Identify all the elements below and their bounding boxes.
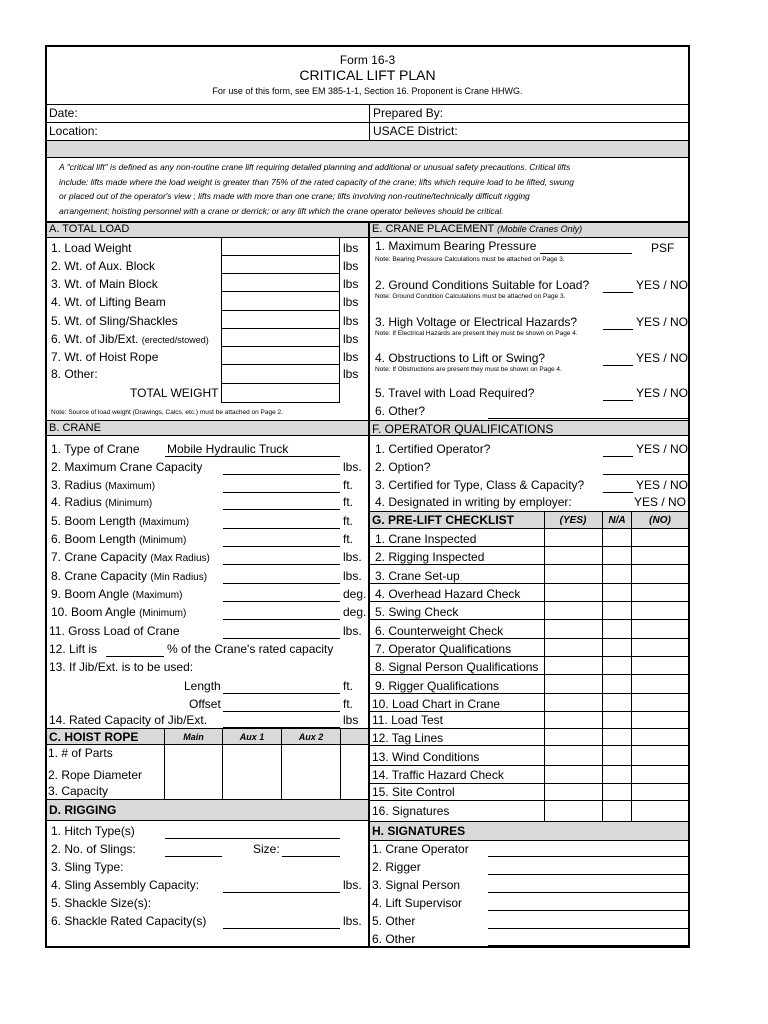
unit-lbs: lbs. — [343, 878, 362, 892]
checklist-item-2: 2. Rigging Inspected — [375, 550, 485, 564]
crane-item-3: 3. Radius (Maximum) — [51, 478, 156, 492]
checklist-item-8: 8. Signal Person Qualifications — [375, 660, 539, 674]
crane-item-5: 5. Boom Length (Maximum) — [51, 514, 190, 528]
load-item-6: 6. Wt. of Jib/Ext. (erected/stowed) — [51, 332, 209, 346]
checklist-item-1: 1. Crane Inspected — [375, 532, 477, 546]
hoist-rope-title: C. HOIST ROPE — [49, 730, 139, 744]
hoist-row-1: 1. # of Parts — [48, 746, 113, 760]
date-label: Date: — [49, 106, 78, 120]
unit-lbs: lbs — [343, 713, 359, 727]
checklist-item-4: 4. Overhead Hazard Check — [375, 587, 521, 601]
operator-item-1: 1. Certified Operator? — [375, 442, 491, 456]
placement-note-4: Note: If Obstructions are present they must be shown on Page 4. — [375, 366, 562, 373]
checklist-item-3: 3. Crane Set-up — [375, 569, 460, 583]
form-title: CRITICAL LIFT PLAN — [299, 67, 436, 83]
col-main: Main — [183, 732, 204, 742]
crane-item-4: 4. Radius (Minimum) — [51, 495, 153, 509]
crane-item-6: 6. Boom Length (Minimum) — [51, 532, 187, 546]
signature-1: 1. Crane Operator — [372, 842, 469, 856]
crane-item-12b: % of the Crane's rated capacity — [167, 642, 334, 656]
crane-item-14: 14. Rated Capacity of Jib/Ext. — [49, 713, 208, 727]
unit-lbs: lbs. — [343, 460, 362, 474]
col-aux1: Aux 1 — [239, 732, 265, 742]
unit-lbs: lbs — [343, 259, 359, 273]
unit-ft: ft. — [343, 514, 354, 528]
unit-lbs: lbs. — [343, 914, 362, 928]
rigging-item-2: 2. No. of Slings: — [51, 842, 136, 856]
rigging-title: D. RIGGING — [49, 803, 117, 817]
load-item-2: 2. Wt. of Aux. Block — [51, 259, 156, 273]
unit-lbs: lbs — [343, 332, 359, 346]
unit-ft: ft. — [343, 478, 354, 492]
rigging-item-4: 4. Sling Assembly Capacity: — [51, 878, 200, 892]
placement-item-2: 2. Ground Conditions Suitable for Load? — [375, 278, 590, 292]
unit-lbs: lbs — [343, 367, 359, 381]
placement-item-5: 5. Travel with Load Required? — [375, 386, 535, 400]
crane-placement-title: E. CRANE PLACEMENT (Mobile Cranes Only) — [372, 223, 583, 235]
unit-lbs: lbs. — [343, 569, 362, 583]
unit-deg: deg. — [343, 587, 367, 601]
placement-note-2: Note: Ground Condition Calculations must be attached on Page 3. — [375, 293, 566, 300]
placement-item-6: 6. Other? — [375, 404, 426, 418]
crane-item-9: 9. Boom Angle (Maximum) — [51, 587, 183, 601]
unit-lbs: lbs — [343, 350, 359, 364]
load-item-3: 3. Wt. of Main Block — [51, 277, 158, 291]
unit-lbs: lbs. — [343, 624, 362, 638]
checklist-item-16: 16. Signatures — [372, 804, 450, 818]
checklist-item-6: 6. Counterweight Check — [375, 624, 504, 638]
load-item-4: 4. Wt. of Lifting Beam — [51, 295, 166, 309]
placement-item-1: 1. Maximum Bearing Pressure — [375, 239, 537, 253]
col-aux2: Aux 2 — [298, 732, 324, 742]
crane-type-label: 1. Type of Crane — [51, 442, 140, 456]
jib-length-label: Length — [184, 679, 221, 693]
signature-2: 2. Rigger — [372, 860, 421, 874]
operator-item-3: 3. Certified for Type, Class & Capacity? — [375, 478, 585, 492]
signature-3: 3. Signal Person — [372, 878, 461, 892]
checklist-item-13: 13. Wind Conditions — [372, 750, 480, 764]
unit-ft: ft. — [343, 495, 354, 509]
operator-item-4: 4. Designated in writing by employer: — [375, 495, 572, 509]
unit-lbs: lbs — [343, 241, 359, 255]
crane-item-13: 13. If Jib/Ext. is to be used: — [49, 660, 194, 674]
load-item-8: 8. Other: — [51, 367, 98, 381]
critical-lift-form — [45, 45, 690, 948]
placement-item-4: 4. Obstructions to Lift or Swing? — [375, 351, 546, 365]
yes-no[interactable]: YES / NO — [636, 478, 689, 492]
unit-lbs: lbs — [343, 277, 359, 291]
checklist-item-11: 11. Load Test — [372, 713, 443, 727]
crane-item-12a: 12. Lift is — [49, 642, 98, 656]
col-yes: (YES) — [559, 515, 587, 526]
checklist-item-5: 5. Swing Check — [375, 605, 459, 619]
prepared-by-label: Prepared By: — [373, 106, 444, 120]
checklist-item-7: 7. Operator Qualifications — [375, 642, 512, 656]
unit-ft: ft. — [343, 679, 354, 693]
critical-lift-definition: A "critical lift" is defined as any non-routine crane lift requiring detailed planning and additional or unusual safety precautions. Critical lifts include: lifts made where the load weight is greater than 75% of the rated capacity of the crane; lifts which require load to be lifted, swung or placed out of the operator's view ; lifts made with more than one crane; lifts involving non-routine/technically difficult rigging arrangement; hoisting personnel with a crane or derrick; or any lift which the crane operator believes should be critical. — [59, 162, 575, 216]
crane-item-10: 10. Boom Angle (Minimum) — [51, 605, 187, 619]
rigging-item-6: 6. Shackle Rated Capacity(s) — [51, 914, 207, 928]
placement-note-3: Note: If Electrical Hazards are present they must be shown on Page 4. — [375, 330, 578, 337]
yes-no[interactable]: YES / NO — [636, 351, 689, 365]
unit-ft: ft. — [343, 697, 354, 711]
load-source-note: Note: Source of load weight (Drawings, Calcs, etc.) must be attached on Page 2. — [51, 409, 283, 416]
rigging-item-5: 5. Shackle Size(s): — [51, 896, 152, 910]
yes-no[interactable]: YES / NO — [636, 315, 689, 329]
total-weight-label: TOTAL WEIGHT — [130, 386, 219, 400]
sling-size-label: Size: — [253, 842, 280, 856]
checklist-title: G. PRE-LIFT CHECKLIST — [372, 513, 514, 527]
yes-no[interactable]: YES / NO — [634, 495, 687, 509]
signature-6: 6. Other — [372, 932, 416, 946]
yes-no[interactable]: YES / NO — [636, 386, 689, 400]
district-label: USACE District: — [373, 124, 458, 138]
unit-lbs: lbs — [343, 314, 359, 328]
crane-type-value[interactable]: Mobile Hydraulic Truck — [167, 442, 289, 456]
psf-unit: PSF — [651, 241, 675, 255]
crane-item-7: 7. Crane Capacity (Max Radius) — [51, 550, 210, 564]
load-item-7: 7. Wt. of Hoist Rope — [51, 350, 159, 364]
location-label: Location: — [49, 124, 98, 138]
col-no: (NO) — [649, 515, 671, 526]
crane-item-2: 2. Maximum Crane Capacity — [51, 460, 203, 474]
load-item-1: 1. Load Weight — [51, 241, 132, 255]
unit-deg: deg. — [343, 605, 367, 619]
signature-4: 4. Lift Supervisor — [372, 896, 463, 910]
unit-lbs: lbs — [343, 295, 359, 309]
checklist-item-14: 14. Traffic Hazard Check — [372, 768, 504, 782]
operator-item-2: 2. Option? — [375, 460, 431, 474]
grey-band — [47, 141, 688, 157]
crane-item-11: 11. Gross Load of Crane — [49, 624, 180, 638]
placement-note-1: Note: Bearing Pressure Calculations must be attached on Page 3. — [375, 256, 565, 263]
rigging-item-3: 3. Sling Type: — [51, 860, 124, 874]
crane-item-8: 8. Crane Capacity (Min Radius) — [51, 569, 208, 583]
checklist-item-15: 15. Site Control — [372, 785, 455, 799]
checklist-item-9: 9. Rigger Qualifications — [375, 679, 500, 693]
jib-offset-label: Offset — [189, 697, 221, 711]
load-weight-inputs[interactable] — [221, 237, 340, 403]
checklist-item-10: 10. Load Chart in Crane — [372, 697, 501, 711]
signatures-title: H. SIGNATURES — [372, 824, 466, 838]
unit-ft: ft. — [343, 532, 354, 546]
yes-no[interactable]: YES / NO — [636, 278, 689, 292]
placement-item-3: 3. High Voltage or Electrical Hazards? — [375, 315, 578, 329]
hoist-row-2: 2. Rope Diameter — [48, 768, 143, 782]
load-item-5: 5. Wt. of Sling/Shackles — [51, 314, 178, 328]
crane-title: B. CRANE — [49, 422, 101, 434]
total-load-title: A. TOTAL LOAD — [49, 223, 130, 235]
form-subtitle: For use of this form, see EM 385-1-1, Section 16. Proponent is Crane HHWG. — [212, 86, 523, 96]
rigging-item-1: 1. Hitch Type(s) — [51, 824, 135, 838]
yes-no[interactable]: YES / NO — [636, 442, 689, 456]
form-number: Form 16-3 — [339, 53, 396, 67]
signature-5: 5. Other — [372, 914, 416, 928]
unit-lbs: lbs. — [343, 550, 362, 564]
col-na: N/A — [608, 515, 626, 526]
operator-qual-title: F. OPERATOR QUALIFICATIONS — [372, 422, 554, 436]
checklist-item-12: 12. Tag Lines — [372, 731, 444, 745]
hoist-row-3: 3. Capacity — [48, 784, 109, 798]
